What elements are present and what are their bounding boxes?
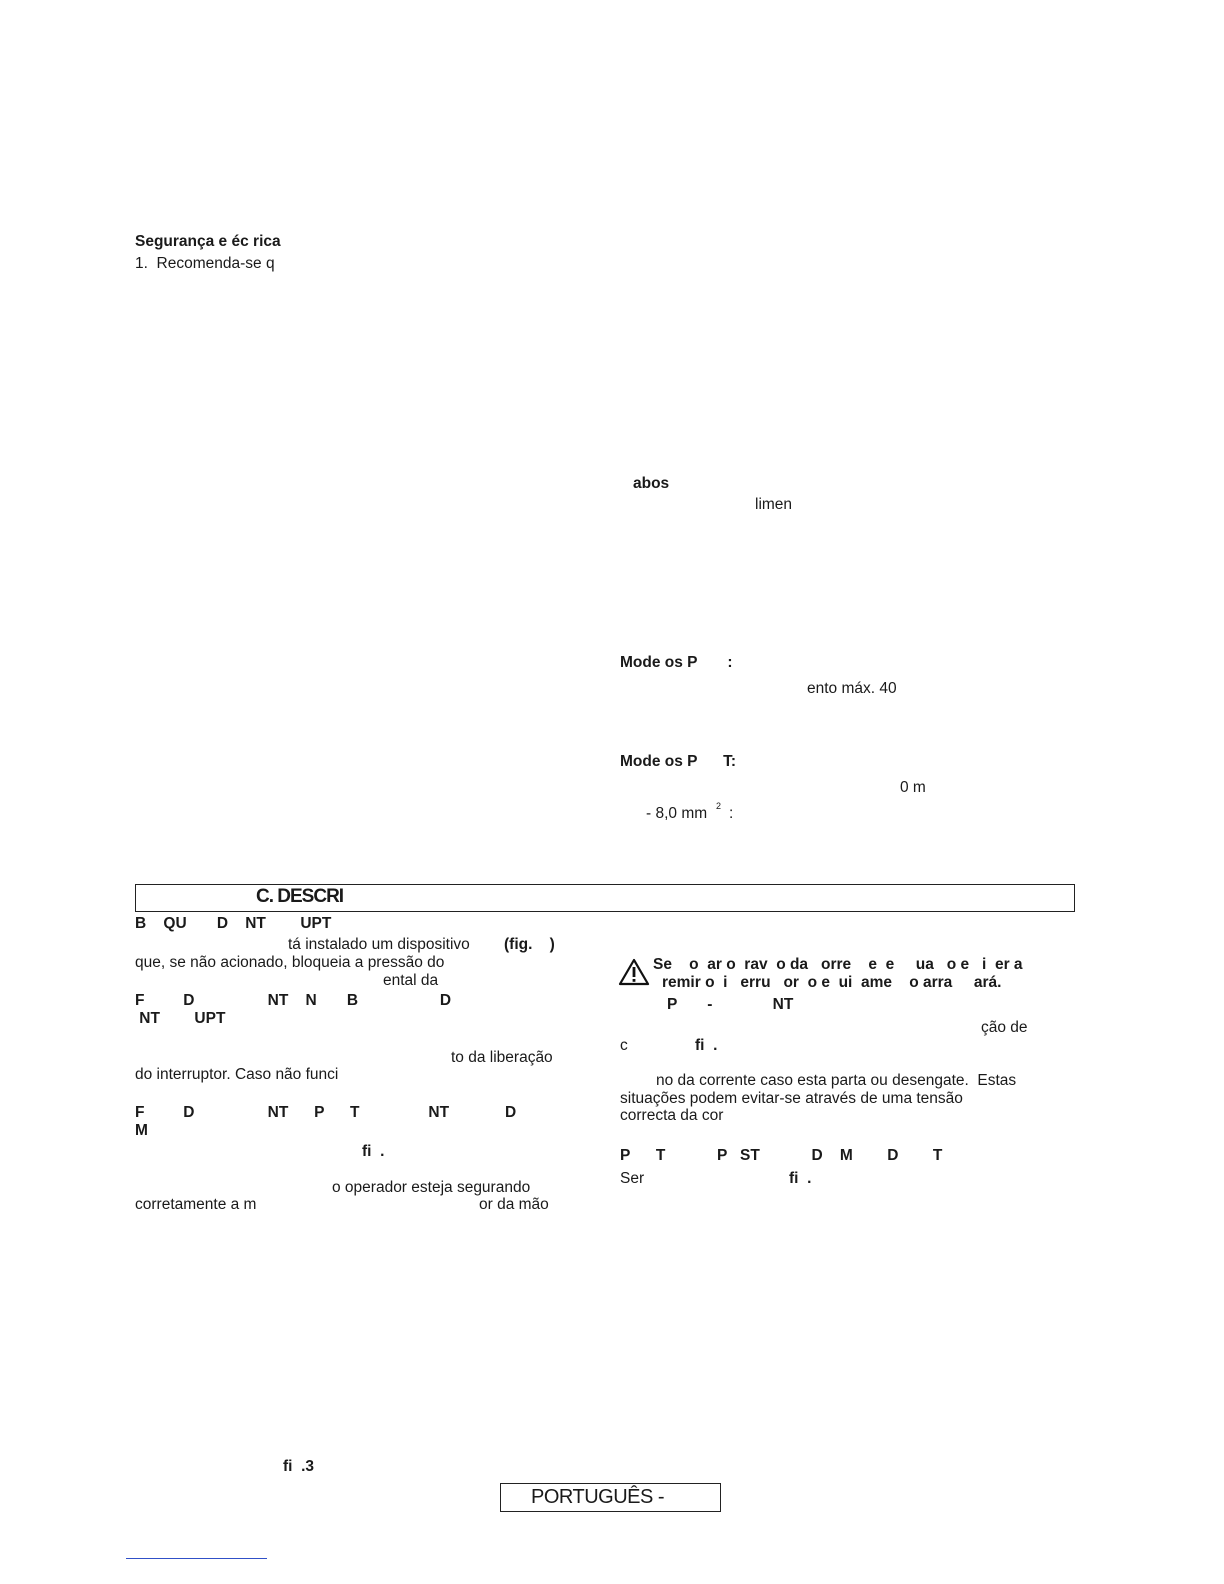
right-paragraph-2-line-2: situações podem evitar-se através de uma tensão [620,1090,963,1107]
cables-text: limen [755,496,793,513]
models-b-text: 0 m [900,779,926,796]
paragraph-1-line-1: tá instalado um dispositivo [288,936,470,953]
heading-3-line-1: F D NT P T NT D [135,1104,517,1121]
right-paragraph-1-fig-ref: fi . [695,1037,718,1054]
right-paragraph-3-line-1: Ser [620,1170,645,1187]
paragraph-1-line-3: ental da [383,972,439,989]
heading-2-line-1: F D NT N B D [135,992,452,1009]
right-paragraph-1-line-1: ção de [981,1019,1028,1036]
footer-rule [126,1558,267,1559]
paragraph-3-line-1: o operador esteja segurando [332,1179,531,1196]
models-b-label: Mode os P T: [620,753,736,770]
right-heading-2: P T P ST D M D T [620,1147,943,1164]
paragraph-3-fig-ref: fi . [362,1143,385,1160]
heading-3-line-2: M [135,1122,148,1139]
warning-line-2: remir o i erru or o e ui ame o arra ará. [662,974,1002,991]
warning-icon [618,958,650,986]
list-item-1: 1. Recomenda-se q [135,255,275,272]
right-paragraph-2-line-1: no da corrente caso esta parta ou desengate. Estas [656,1072,1017,1089]
paragraph-3-line-2a: corretamente a m [135,1196,257,1213]
paragraph-2-line-2: do interruptor. Caso não funci [135,1066,339,1083]
footer-language-label: PORTUGUÊS - [531,1486,665,1508]
right-paragraph-2-line-3: correcta da cor [620,1107,724,1124]
paragraph-1-fig-ref: (fig. ) [504,936,555,953]
models-b-section-superscript: 2 [716,801,722,811]
heading-2-line-2: NT UPT [135,1010,226,1027]
right-paragraph-3-fig-ref: fi . [789,1170,812,1187]
heading-electrical-safety: Segurança e éc rica [135,233,281,250]
models-b-section-end: : [729,805,734,822]
section-header-box [135,884,1075,912]
paragraph-2-line-1: to da liberação [451,1049,553,1066]
right-paragraph-1-line-2: c [620,1037,628,1054]
paragraph-1-line-2: que, se não acionado, bloqueia a pressão do [135,954,445,971]
models-b-section: - 8,0 mm [646,805,708,822]
warning-line-1: Se o ar o rav o da orre e e ua o e i er a [653,956,1023,973]
section-title: C. DESCRI [256,886,344,907]
models-a-text: ento máx. 40 [807,680,897,697]
heading-trigger-lock: B QU D NT UPT [135,915,332,932]
models-a-label: Mode os P : [620,654,733,671]
cables-title: abos [633,475,670,492]
paragraph-3-line-2b: or da mão [479,1196,549,1213]
footer-language-box [500,1483,721,1512]
figure-3-label: fi .3 [283,1458,315,1475]
right-heading-1: P - NT [667,996,794,1013]
